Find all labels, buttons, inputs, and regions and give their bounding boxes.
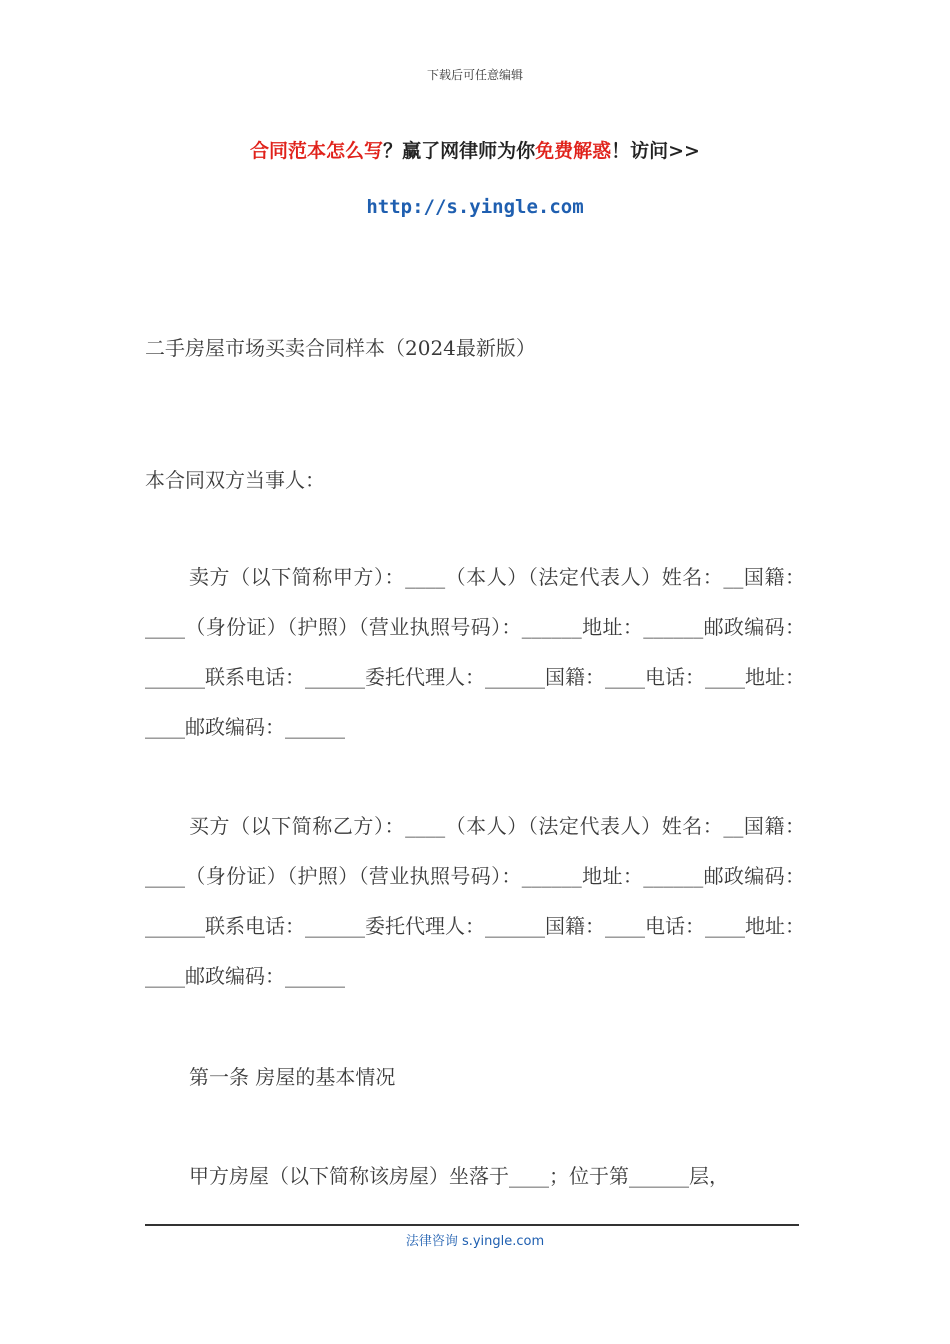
buyer-paragraph: 买方（以下简称乙方）：____（本人）（法定代表人）姓名：__国籍：____（身份证）（护照）（营业执照号码）：______地址：______邮政编码：______联系电话：______委托代理人：______国籍：____电话：____地址：____邮政编码：______	[145, 814, 805, 988]
article-1-title: 第一条 房屋的基本情况	[189, 1065, 396, 1089]
header-note: 下载后可任意编辑	[426, 68, 523, 82]
promo-link[interactable]: http://s.yingle.com	[366, 196, 584, 218]
promo-part-2: ？赢了网律师为你	[383, 140, 536, 162]
promo-part-1: 合同范本怎么写	[250, 140, 384, 162]
footer-link[interactable]: 法律咨询 s.yingle.com	[405, 1234, 545, 1249]
seller-paragraph: 卖方（以下简称甲方）：____（本人）（法定代表人）姓名：__国籍：____（身份证）（护照）（营业执照号码）：______地址：______邮政编码：______联系电话：______委托代理人：______国籍：____电话：____地址：____邮政编码：______	[145, 565, 805, 739]
article-1-text: 甲方房屋（以下简称该房屋）坐落于____；位于第______层，	[189, 1164, 729, 1188]
promo-part-3: 免费解惑	[535, 140, 612, 162]
promo-banner[interactable]	[0, 136, 950, 163]
parties-intro: 本合同双方当事人：	[145, 468, 325, 492]
footer-divider	[145, 1224, 799, 1226]
document-title: 二手房屋市场买卖合同样本（2024最新版）	[145, 336, 536, 360]
promo-part-4: ！访问>>	[611, 140, 700, 162]
